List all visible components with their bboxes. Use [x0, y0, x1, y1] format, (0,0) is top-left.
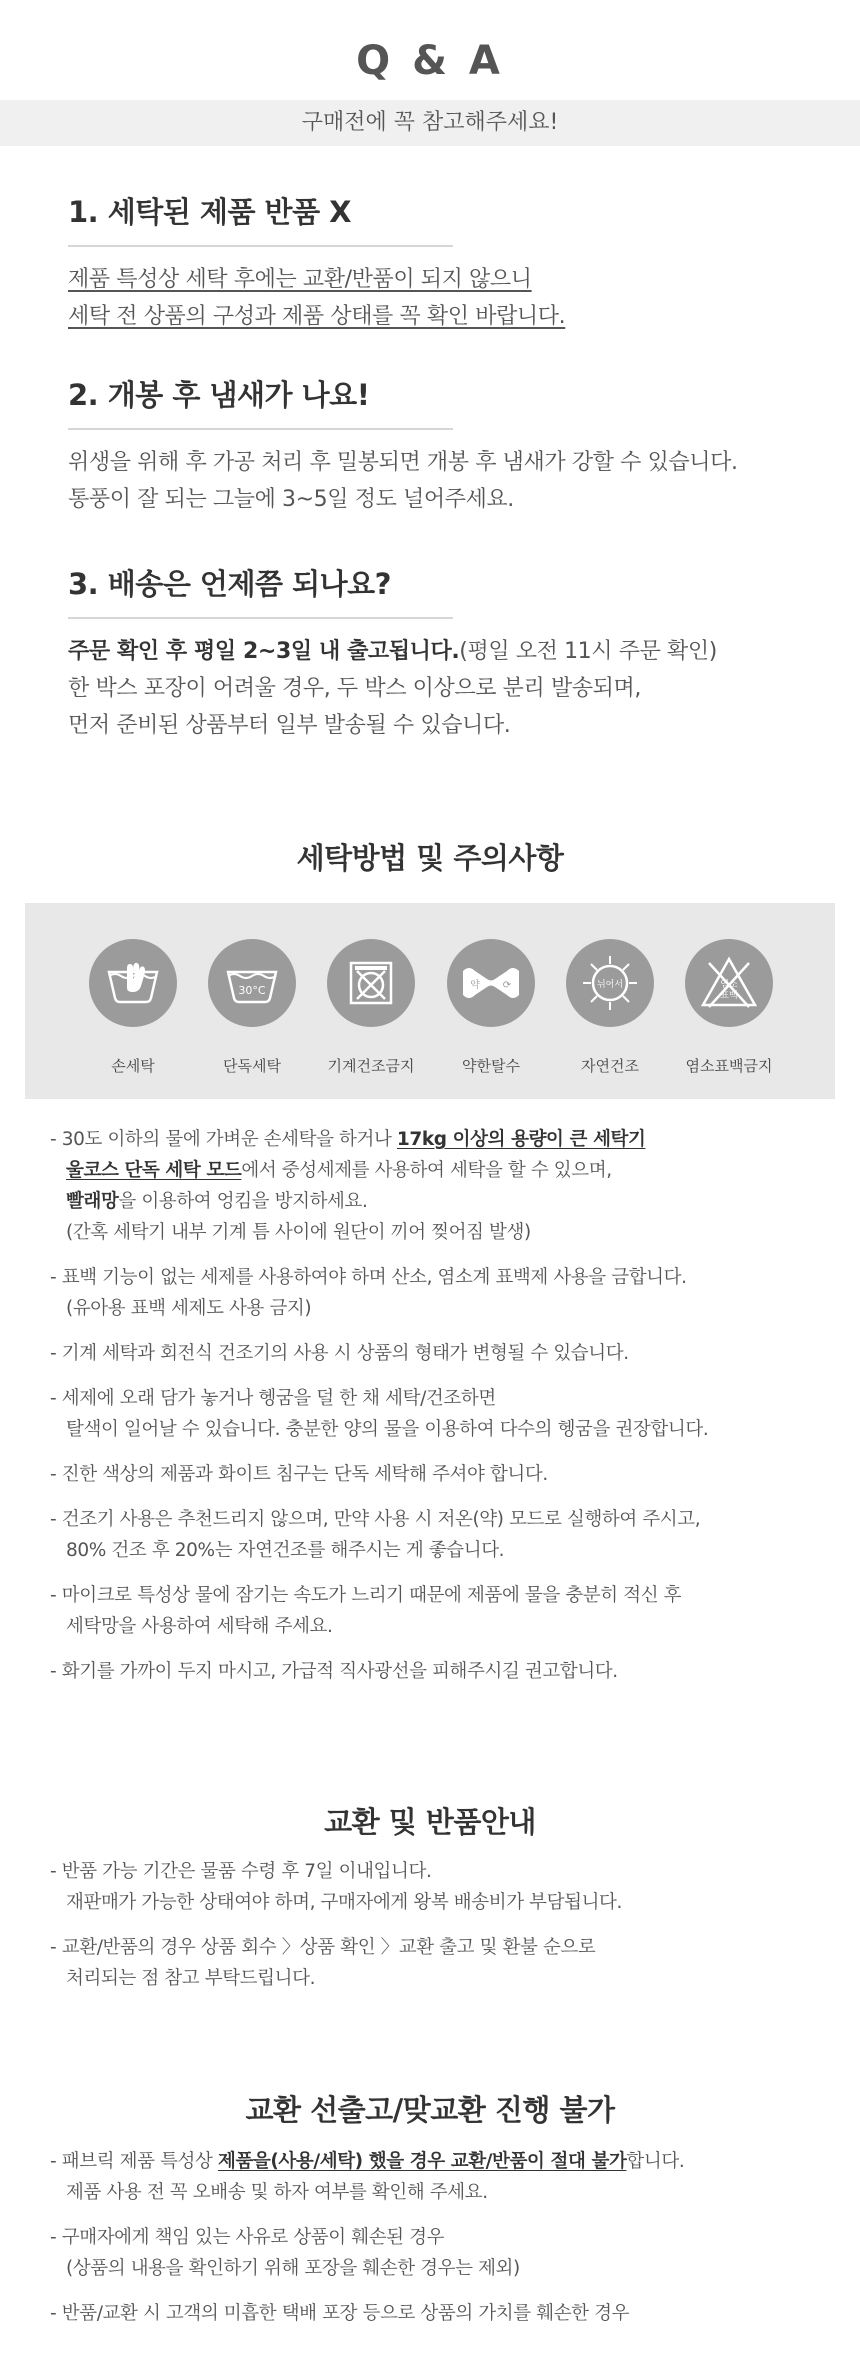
care-label: 자연건조 [581, 1057, 639, 1075]
svg-text:표백: 표백 [720, 991, 738, 1001]
divider [68, 245, 453, 247]
list-item: - 교환/반품의 경우 상품 회수 〉상품 확인 〉교환 출고 및 환불 순으로 처리되는 점 참고 부탁드립니다. [50, 1937, 596, 1989]
divider [68, 428, 453, 430]
qa-question: 2. 개봉 후 냄새가 나요! [68, 378, 370, 412]
qa-answer-line: 위생을 위해 후 가공 처리 후 밀봉되면 개봉 후 냄새가 강할 수 있습니다. [68, 450, 738, 475]
exchange-title: 교환 및 반품안내 [324, 1805, 536, 1839]
subtitle-banner: 구매전에 꼭 참고해주세요! [0, 100, 860, 146]
svg-text:뉘어서: 뉘어서 [596, 980, 624, 990]
list-item: - 화기를 가까이 두지 마시고, 가급적 직사광선을 피해주시길 권고합니다. [50, 1661, 618, 1682]
list-item: - 구매자에게 책임 있는 사유로 상품이 훼손된 경우 (상품의 내용을 확인하기 위해 포장을 훼손한 경우는 제외) [50, 2227, 520, 2279]
qa-item-1 [68, 190, 828, 335]
qa-answer-line: 세탁 전 상품의 구성과 제품 상태를 꼭 확인 바랍니다. [68, 304, 566, 329]
wash-30c-icon [208, 939, 296, 1027]
list-item: - 세제에 오래 담가 놓거나 헹굼을 덜 한 채 세탁/건조하면 탈색이 일어날 수 있습니다. 충분한 양의 물을 이용하여 다수의 헹굼을 권장합니다. [50, 1388, 709, 1440]
exchange-notes [50, 1856, 830, 2008]
svg-text:염소: 염소 [720, 980, 738, 990]
care-label: 약한탈수 [462, 1057, 520, 1075]
gentle-wring-icon [447, 939, 535, 1027]
page-title: Q & A [356, 38, 504, 84]
care-label: 단독세탁 [223, 1057, 281, 1075]
shipping-highlight: 주문 확인 후 평일 2~3일 내 출고됩니다. [68, 639, 460, 664]
no-chlorine-bleach-icon [685, 939, 773, 1027]
no-exchange-notes [50, 2146, 830, 2343]
list-item: - 표백 기능이 없는 세제를 사용하여야 하며 산소, 염소계 표백제 사용을 금합니다. (유아용 표백 세제도 사용 금지) [50, 1267, 687, 1319]
svg-text:⟳: ⟳ [502, 980, 512, 991]
list-item: - 건조기 사용은 추천드리지 않으며, 만약 사용 시 저온(약) 모드로 실행하여 주시고, 80% 건조 후 20%는 자연건조를 해주시는 게 좋습니다. [50, 1509, 701, 1561]
list-item: - 반품/교환 시 고객의 미흡한 택배 포장 등으로 상품의 가치를 훼손한 경우 [50, 2303, 630, 2324]
qa-item-3 [68, 562, 828, 744]
care-label: 기계건조금지 [327, 1057, 415, 1075]
svg-text:30°C: 30°C [238, 984, 266, 997]
care-item-solo-wash [202, 939, 302, 1076]
list-item: - 기계 세탁과 회전식 건조기의 사용 시 상품의 형태가 변형될 수 있습니다. [50, 1343, 629, 1364]
care-item-no-bleach [679, 939, 779, 1076]
hand-wash-icon [89, 939, 177, 1027]
qa-answer-line: 제품 특성상 세탁 후에는 교환/반품이 되지 않으니 [68, 267, 532, 292]
no-tumble-dry-icon [327, 939, 415, 1027]
qa-answer-line: 통풍이 잘 되는 그늘에 3~5일 정도 널어주세요. [68, 487, 514, 512]
svg-text:약: 약 [470, 980, 480, 991]
care-item-no-dryer [321, 939, 421, 1076]
care-item-air-dry [560, 939, 660, 1076]
care-item-hand-wash [83, 939, 183, 1076]
qa-item-2 [68, 373, 828, 518]
qa-answer-line: 주문 확인 후 평일 2~3일 내 출고됩니다.(평일 오전 11시 주문 확인) [68, 639, 717, 664]
care-icons-panel [25, 903, 835, 1099]
list-item: - 마이크로 특성상 물에 잠기는 속도가 느리기 때문에 제품에 물을 충분히 적신 후 세탁망을 사용하여 세탁해 주세요. [50, 1585, 682, 1637]
washing-notes [50, 1124, 830, 1701]
list-item: - 패브릭 제품 특성상 제품을(사용/세탁) 했을 경우 교환/반품이 절대 불가합니다. 제품 사용 전 꼭 오배송 및 하자 여부를 확인해 주세요. [50, 2151, 685, 2203]
care-label: 염소표백금지 [685, 1057, 773, 1075]
list-item: - 진한 색상의 제품과 화이트 침구는 단독 세탁해 주셔야 합니다. [50, 1464, 548, 1485]
qa-question: 3. 배송은 언제쯤 되나요? [68, 567, 391, 601]
qa-answer-line: 먼저 준비된 상품부터 일부 발송될 수 있습니다. [68, 713, 511, 738]
list-item: - 30도 이하의 물에 가벼운 손세탁을 하거나 17kg 이상의 용량이 큰 세탁기 울코스 단독 세탁 모드에서 중성세제를 사용하여 세탁을 할 수 있으며, 빨래망을 이용하여 엉킴을 방지하세요. (간혹 세탁기 내부 기계 틈 사이에 원단이 끼어 찢어짐 발생) [50, 1129, 646, 1243]
no-exchange-title: 교환 선출고/맞교환 진행 불가 [245, 2093, 615, 2127]
care-item-gentle-spin [441, 939, 541, 1076]
natural-dry-icon [566, 939, 654, 1027]
qa-answer-line: 한 박스 포장이 어려울 경우, 두 박스 이상으로 분리 발송되며, [68, 676, 641, 701]
list-item: - 반품 가능 기간은 물품 수령 후 7일 이내입니다. 재판매가 가능한 상태여야 하며, 구매자에게 왕복 배송비가 부담됩니다. [50, 1861, 622, 1913]
qa-question: 1. 세탁된 제품 반품 X [68, 195, 352, 229]
care-label: 손세탁 [111, 1057, 155, 1075]
washing-title: 세탁방법 및 주의사항 [296, 841, 564, 875]
divider [68, 617, 453, 619]
